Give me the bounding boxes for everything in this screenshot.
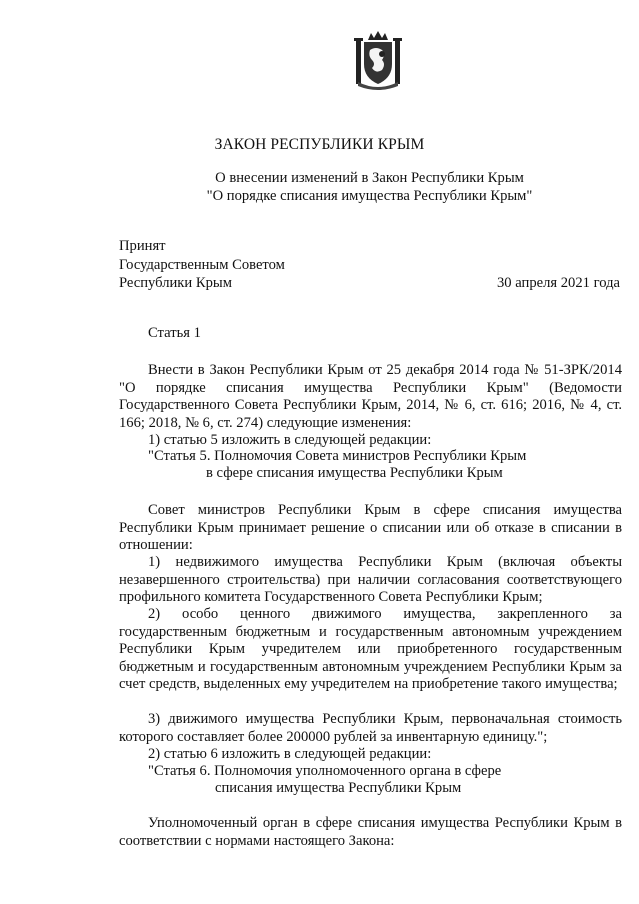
adopted-line-3: Республики Крым [119,275,232,291]
item-1-intro: 1) статью 5 изложить в следующей редакции: [148,432,432,448]
document-title: ЗАКОН РЕСПУБЛИКИ КРЫМ [214,136,425,153]
article-5-title-line-2: в сфере списания имущества Республики Крым [206,465,503,481]
article-6-paragraph: Уполномоченный орган в сфере списания имущества Республики Крым в соответствии с нормами настоящего Закона: [119,815,622,849]
article-6-title-line-1: "Статья 6. Полномочия уполномоченного органа в сфере [148,763,502,779]
coat-of-arms-icon [352,30,404,90]
adopted-line-2: Государственным Советом [119,256,285,273]
adopted-line-1: Принят [119,238,166,254]
article-5-point-3: 3) движимого имущества Республики Крым, первоначальная стоимость которого составляет более 200000 рублей за инвентарную единицу."; [119,711,622,745]
adoption-block [119,237,285,293]
article-5-title-line-1: "Статья 5. Полномочия Совета министров Республики Крым [148,448,527,464]
adoption-date: 30 апреля 2021 года [497,275,620,291]
document-subtitle-line-1: О внесении изменений в Закон Республики Крым [215,170,524,186]
article-5-point-1: 1) недвижимого имущества Республики Крым (включая объекты незавершенного строительства) при наличии согласования соответствующего профильного комитета Государственного Совета Республики Крым; [119,554,622,605]
article-5-point-2: 2) особо ценного движимого имущества, закрепленного за государственным бюджетным и государственным автономным учреждением Республики Крым учредителем или приобретенного государственным бюджетным и государственным автономным учреждением Республики Крым за счет средств, выделенных ему учредителем на приобретение такого имущества; [119,606,622,692]
article-5-paragraph: Совет министров Республики Крым в сфере списания имущества Республики Крым принимает решение о списании или об отказе в списании в отношении: [119,502,622,553]
article-heading: Статья 1 [148,325,201,341]
document-subtitle-line-2: "О порядке списания имущества Республики Крым" [206,188,533,204]
item-2-intro: 2) статью 6 изложить в следующей редакции: [148,746,432,762]
intro-paragraph: Внести в Закон Республики Крым от 25 декабря 2014 года № 51-ЗРК/2014 "О порядке списания имущества Республики Крым" (Ведомости Государственного Совета Республики Крым, 2014, № 6, ст. 616; 2016, № 4, ст. 166; 2018, № 6, ст. 274) следующие изменения: [119,362,622,431]
article-6-title-line-2: списания имущества Республики Крым [215,780,462,796]
